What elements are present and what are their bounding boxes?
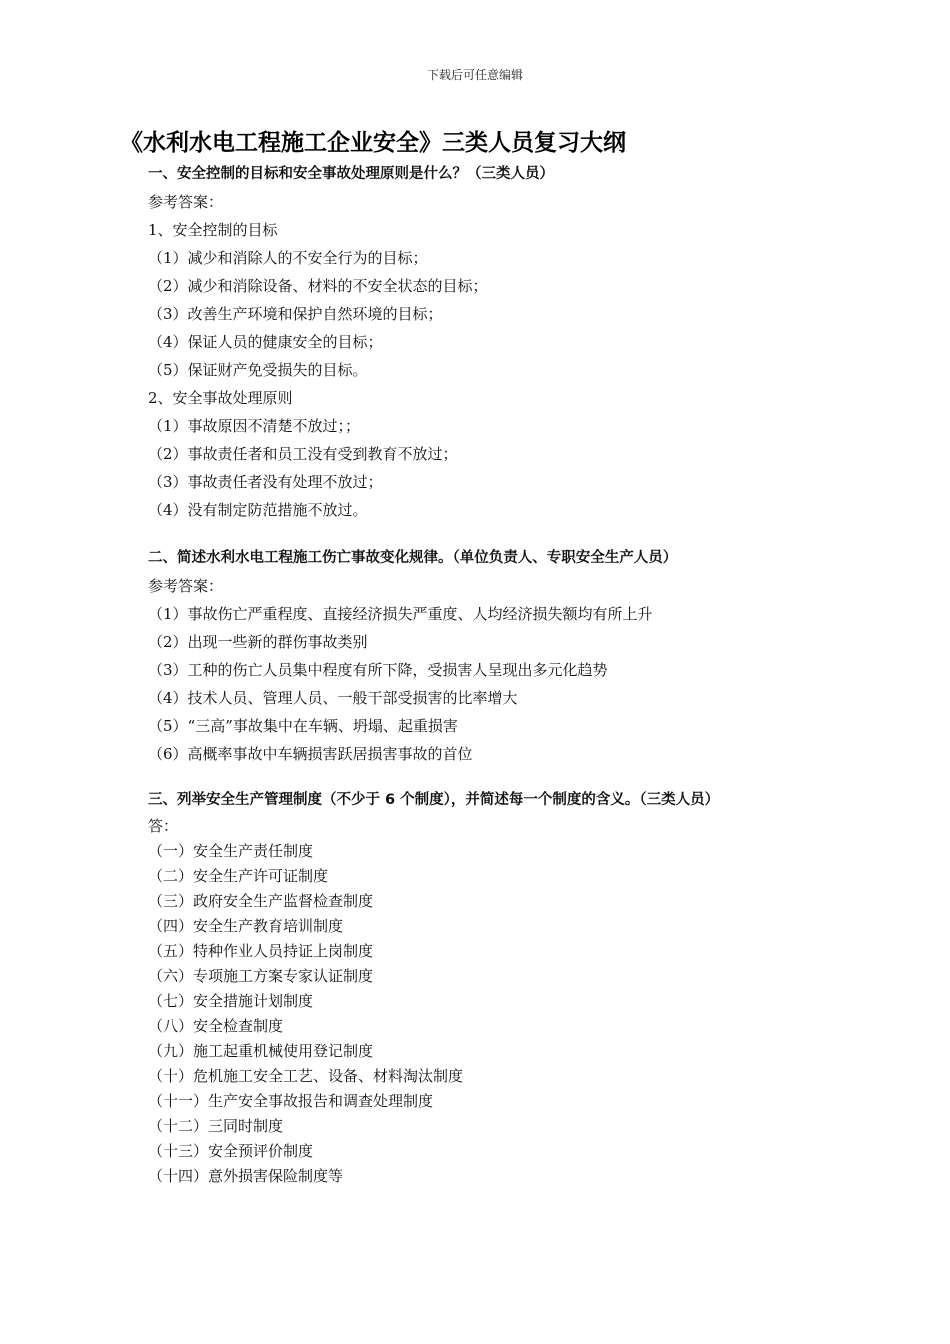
section2-answer-label: 参考答案： [148, 577, 224, 595]
list-item: （2）出现一些新的群伤事故类别 [148, 633, 368, 651]
header-note: 下载后可任意编辑 [426, 68, 523, 82]
section3-answer-label: 答： [148, 817, 179, 835]
list-item: （三）政府安全生产监督检查制度 [148, 892, 374, 910]
list-item: （七）安全措施计划制度 [148, 992, 314, 1010]
list-item: （十三）安全预评价制度 [148, 1142, 314, 1160]
list-item: （一）安全生产责任制度 [148, 842, 314, 860]
list-item: （十）危机施工安全工艺、设备、材料淘汰制度 [148, 1067, 464, 1085]
list-item: （3）改善生产环境和保护自然环境的目标； [148, 305, 443, 323]
list-item: （四）安全生产教育培训制度 [148, 917, 344, 935]
list-item: （十二）三同时制度 [148, 1117, 284, 1135]
list-item: （6）高概率事故中车辆损害跃居损害事故的首位 [148, 745, 473, 763]
list-item: （2）事故责任者和员工没有受到教育不放过； [148, 445, 458, 463]
section1-part2-title: 2、安全事故处理原则 [148, 389, 293, 407]
list-item: （八）安全检查制度 [148, 1017, 284, 1035]
section2-question: 二、简述水利水电工程施工伤亡事故变化规律。（单位负责人、专职安全生产人员） [148, 550, 678, 566]
list-item: （十一）生产安全事故报告和调查处理制度 [148, 1092, 434, 1110]
document-title: 《水利水电工程施工企业安全》三类人员复习大纲 [120, 130, 626, 156]
list-item: （五）特种作业人员持证上岗制度 [148, 942, 374, 960]
section1-answer-label: 参考答案： [148, 193, 224, 211]
list-item: （4）没有制定防范措施不放过。 [148, 501, 368, 519]
list-item: （二）安全生产许可证制度 [148, 867, 329, 885]
list-item: （2）减少和消除设备、材料的不安全状态的目标； [148, 277, 488, 295]
list-item: （3）事故责任者没有处理不放过； [148, 473, 383, 491]
list-item: （5）“三高”事故集中在车辆、坍塌、起重损害 [148, 717, 458, 735]
document-body [148, 160, 848, 1189]
list-item: （十四）意外损害保险制度等 [148, 1167, 344, 1185]
list-item: （3）工种的伤亡人员集中程度有所下降，受损害人呈现出多元化趋势 [148, 661, 608, 679]
list-item: （4）保证人员的健康安全的目标； [148, 333, 383, 351]
section1-part1-title: 1、安全控制的目标 [148, 221, 278, 239]
list-item: （1）事故伤亡严重程度、直接经济损失严重度、人均经济损失额均有所上升 [148, 605, 653, 623]
list-item: （1）事故原因不清楚不放过；； [148, 417, 361, 435]
section3-question: 三、列举安全生产管理制度（不少于 6 个制度），并简述每一个制度的含义。（三类人员） [148, 792, 720, 808]
list-item: （六）专项施工方案专家认证制度 [148, 967, 374, 985]
section1-question: 一、安全控制的目标和安全事故处理原则是什么？（三类人员） [148, 166, 554, 182]
list-item: （1）减少和消除人的不安全行为的目标； [148, 249, 428, 267]
list-item: （九）施工起重机械使用登记制度 [148, 1042, 374, 1060]
list-item: （5）保证财产免受损失的目标。 [148, 361, 368, 379]
list-item: （4）技术人员、管理人员、一般干部受损害的比率增大 [148, 689, 518, 707]
